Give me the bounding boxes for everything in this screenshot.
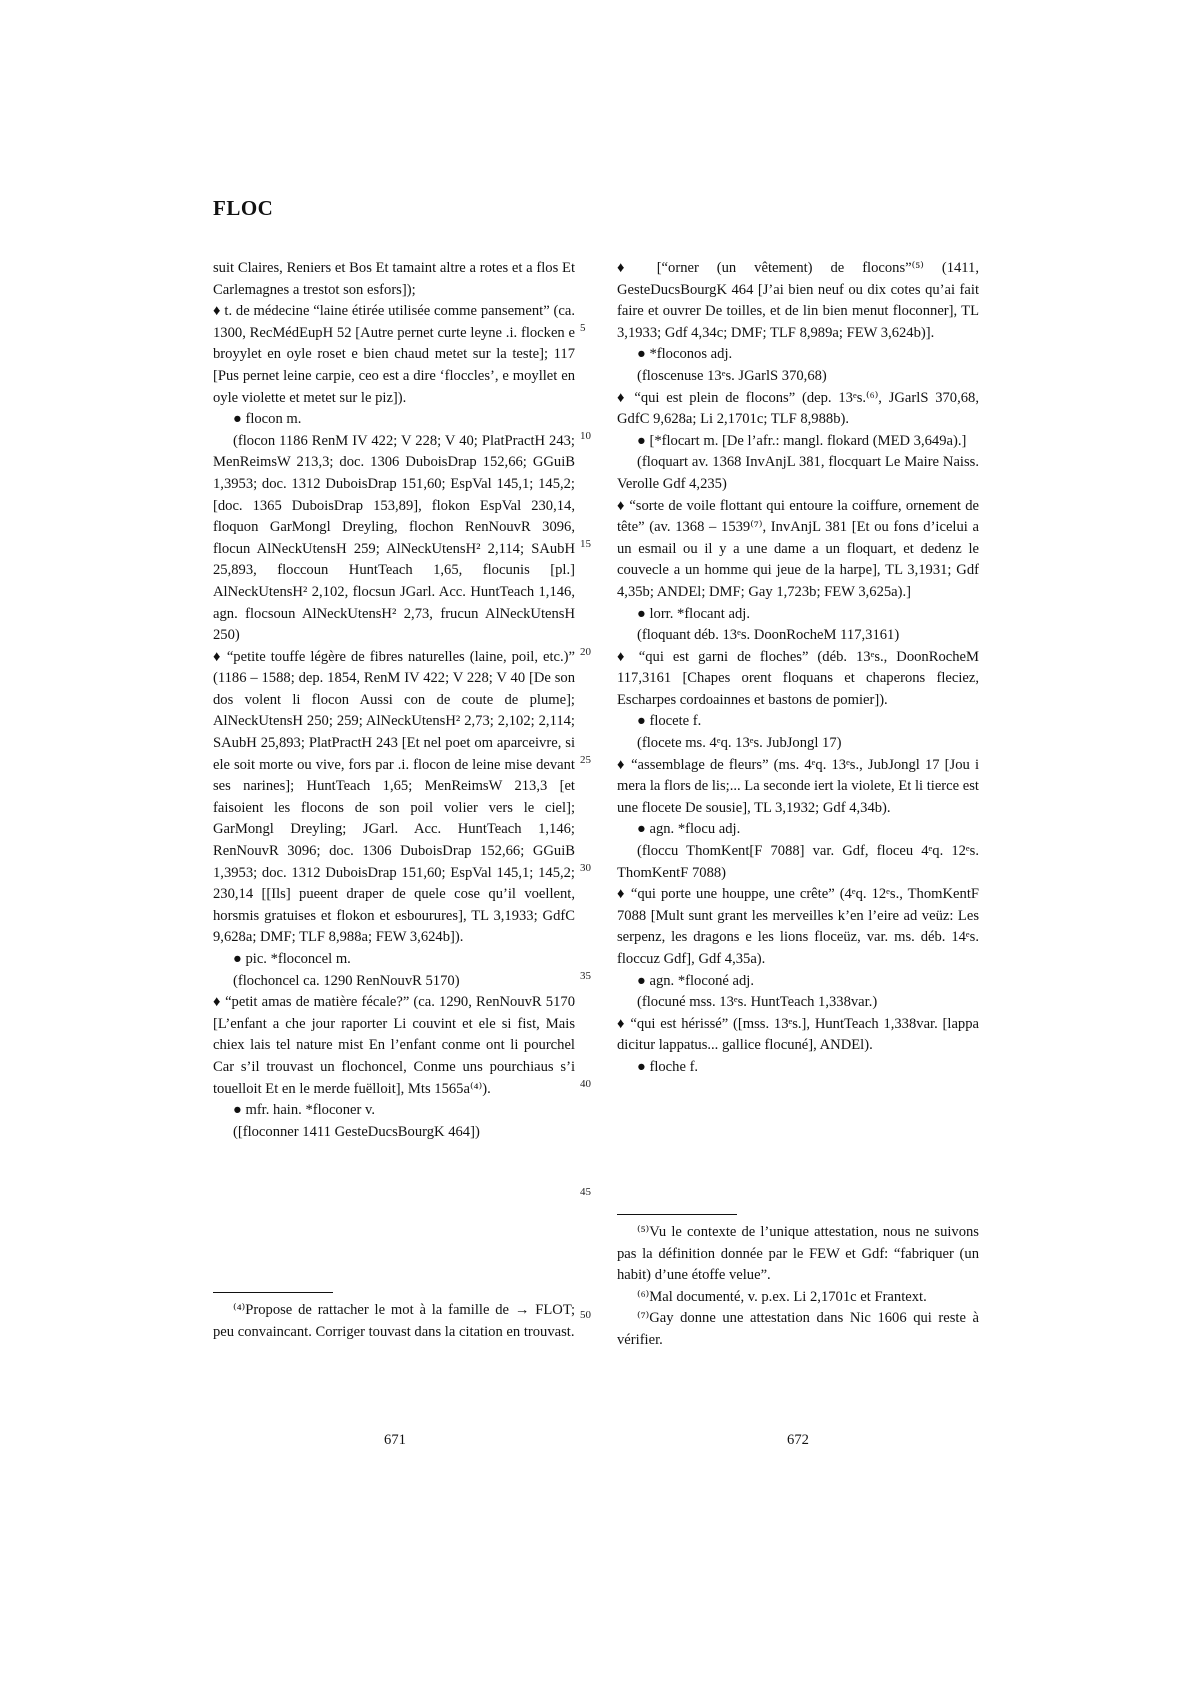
- lemma-heading: ● lorr. *flocant adj.: [637, 605, 750, 622]
- forms-paragraph: (floccu ThomKent[F 7088] var. Gdf, floceu 4ᵉq. 12ᵉs. ThomKentF 7088): [617, 843, 979, 881]
- left-column: [213, 258, 575, 1143]
- line-number: 5: [580, 322, 586, 334]
- footnotes-left: [213, 1300, 575, 1343]
- sense-paragraph: ♦ “qui est hérissé” ([mss. 13ᵉs.], HuntTeach 1,338var. [lappa dicitur lappatus... gallice flocuné], ANDEl).: [617, 1015, 979, 1054]
- line-number: 50: [580, 1309, 591, 1321]
- footnote: ⁽⁷⁾Gay donne une attestation dans Nic 1606 qui reste à vérifier.: [617, 1310, 979, 1348]
- forms-paragraph: (floquart av. 1368 InvAnjL 381, flocquart Le Maire Naiss. Verolle Gdf 4,235): [617, 454, 979, 492]
- sense-paragraph: ♦ “sorte de voile flottant qui entoure la coiffure, ornement de tête” (av. 1368 – 1539⁽⁷⁾, InvAnjL 381 [Et ou fons d’icelui a un esmail ou il y a une dame a un floquart, et dedenz le couvecle a un homme qui jeue de la harpe], TL 3,1931; Gdf 4,35b; ANDEl; DMF; Gay 1,723b; FEW 3,625a).]: [617, 497, 979, 600]
- sense-paragraph: ♦ “assemblage de fleurs” (ms. 4ᵉq. 13ᵉs., JubJongl 17 [Jou i mera la flors de lis;... La seconde iert la violete, Et li tierce est une flocete De sousie], TL 3,1932; Gdf 4,34b).: [617, 756, 979, 816]
- forms-paragraph: (floscenuse 13ᵉs. JGarlS 370,68): [637, 367, 827, 384]
- line-number: 10: [580, 430, 591, 442]
- lemma-heading: ● *floconos adj.: [637, 346, 733, 363]
- entry-paragraph: suit Claires, Reniers et Bos Et tamaint altre a rotes et a flos Et Carlemagnes a trestot son esfors]);: [213, 260, 575, 298]
- sense-paragraph: ♦ “qui est garni de floches” (déb. 13ᵉs., DoonRocheM 117,3161 [Chapes orent floquans et chaperons fleciez, Escharpes cordoainnes et bastons de pomier]).: [617, 648, 979, 708]
- line-number: 30: [580, 862, 591, 874]
- page-header: FLOC: [213, 196, 274, 220]
- footnote-rule: [617, 1214, 737, 1215]
- forms-paragraph: (flocete ms. 4ᵉq. 13ᵉs. JubJongl 17): [637, 735, 842, 752]
- line-number: 35: [580, 970, 591, 982]
- sense-paragraph: ♦ “petit amas de matière fécale?” (ca. 1290, RenNouvR 5170 [L’enfant a che jour raporter Li couvint et ele si fist, Mais chiex lais tel nature mist En l’enfant conme ont li pourchel Car s’il trouvast un flochoncel, Conme uns pourchiaus s’i touelloit Et en le merde fuëlloit], Mts 1565a⁽⁴⁾).: [213, 994, 575, 1097]
- lemma-heading: ● floche f.: [637, 1058, 699, 1075]
- forms-paragraph: (flochoncel ca. 1290 RenNouvR 5170): [233, 972, 460, 989]
- lemma-heading: ● flocon m.: [233, 411, 302, 428]
- lemma-heading: ● flocete f.: [637, 713, 702, 730]
- line-number: 15: [580, 538, 591, 550]
- lemma-heading: ● agn. *floconé adj.: [637, 972, 755, 989]
- footnote: ⁽⁵⁾Vu le contexte de l’unique attestation, nous ne suivons pas la définition donnée par le FEW et Gdf: “fabriquer (un habit) d’une étoffe velue”.: [617, 1224, 979, 1284]
- footnote: ⁽⁶⁾Mal documenté, v. p.ex. Li 2,1701c et Frantext.: [637, 1288, 927, 1305]
- lemma-heading: ● pic. *floconcel m.: [233, 951, 351, 967]
- sense-paragraph: ♦ “qui porte une houppe, une crête” (4ᵉq. 12ᵉs., ThomKentF 7088 [Mult sunt grant les merveilles k’en l’eire ad veüz: Les serpenz, les dragons e les lions floceüz, var. ms. déb. 14ᵉs. floccuz Gdf], Gdf 4,35a).: [617, 886, 979, 967]
- forms-paragraph: (flocon 1186 RenM IV 422; V 228; V 40; PlatPractH 243; MenReimsW 213,3; doc. 1306 DuboisDrap 152,66; GGuiB 1,3953; doc. 1312 DuboisDrap 151,60; EspVal 145,1; 145,2; [doc. 1365 DuboisDrap 153,89], flokon EspVal 230,14, floquon GarMongl Dreyling, flochon RenNouvR 3096, flocun AlNeckUtensH 259; AlNeckUtensH² 2,114; SAubH 25,893, floccoun HuntTeach 1,65, flocunis [pl.] AlNeckUtensH² 2,102, flocsun JGarl. Acc. HuntTeach 1,146, agn. flocsoun AlNeckUtensH² 2,73, frucun AlNeckUtensH 250): [213, 432, 575, 644]
- line-number: 20: [580, 646, 591, 658]
- lemma-heading: ● [*flocart m. [De l’afr.: mangl. flokard (MED 3,649a).]: [637, 432, 967, 449]
- line-number: 45: [580, 1186, 591, 1198]
- line-number: 40: [580, 1078, 591, 1090]
- footnotes-right: [617, 1222, 979, 1352]
- page-number-right: 672: [787, 1432, 809, 1448]
- sense-paragraph: ♦ “petite touffe légère de fibres naturelles (laine, poil, etc.)” (1186 – 1588; dep. 1854, RenM IV 422; V 228; V 40 [De son dos volent li flocon Aussi con de coute de plume]; AlNeckUtensH 250; 259; AlNeckUtensH² 2,73; 2,102; 2,114; SAubH 25,893; PlatPractH 243 [Et nel poet om aparceivre, si ele soit morte ou vive, fors par .i. flocon de leine mise devant ses narines]; HuntTeach 1,65; MenReimsW 213,3 [et faisoient les flocons de son poil volier vers le ciel]; GarMongl Dreyling; JGarl. Acc. HuntTeach 1,146; RenNouvR 3096; doc. 1306 DuboisDrap 152,66; GGuiB 1,3953; doc. 1312 DuboisDrap 151,60; EspVal 145,1; 145,2; 230,14 [[Ils] pueent draper de quele cose qu’il voellent, horsmis gratuises et flokon et esbourures], TL 3,1933; GdfC 9,628a; DMF; TLF 8,988a; FEW 3,624b]).: [213, 648, 575, 946]
- sense-paragraph: ♦ “qui est plein de flocons” (dep. 13ᵉs.⁽⁶⁾, JGarlS 370,68, GdfC 9,628a; Li 2,1701c; TLF 8,988b).: [617, 389, 979, 428]
- entry-paragraph: ♦ t. de médecine “laine étirée utilisée comme pansement” (ca. 1300, RecMédEupH 52 [Autre pernet curte leyne .i. flocken e broyylet en oyle roset e bien chaud metet sur la teste]; 117 [Pus pernet leine carpie, ceo est a dire ‘floccles’, e moyllet en oyle violette et metet sur le piz]).: [213, 303, 575, 406]
- lemma-heading: ● mfr. hain. *floconer v.: [233, 1102, 376, 1119]
- lemma-heading: ● agn. *flocu adj.: [637, 821, 741, 838]
- right-column: [617, 258, 979, 1079]
- footnote: ⁽⁴⁾Propose de rattacher le mot à la famille de → FLOT; peu convaincant. Corriger touvast dans la citation en trouvast.: [213, 1302, 575, 1340]
- page-number-left: 671: [384, 1432, 406, 1448]
- forms-paragraph: ([floconner 1411 GesteDucsBourgK 464]): [233, 1123, 480, 1140]
- footnote-rule: [213, 1292, 333, 1293]
- forms-paragraph: (flocuné mss. 13ᵉs. HuntTeach 1,338var.): [637, 994, 878, 1011]
- forms-paragraph: (floquant déb. 13ᵉs. DoonRocheM 117,3161): [637, 627, 900, 644]
- sense-paragraph: ♦ [“orner (un vêtement) de flocons”⁽⁵⁾ (1411, GesteDucsBourgK 464 [J’ai bien neuf ou dix cotes qu’ai fait faire et ouvrer De toilles, et de lin bien menut floconner], TL 3,1933; Gdf 4,34c; DMF; TLF 8,989a; FEW 3,624b)].: [617, 260, 979, 341]
- line-number: 25: [580, 754, 591, 766]
